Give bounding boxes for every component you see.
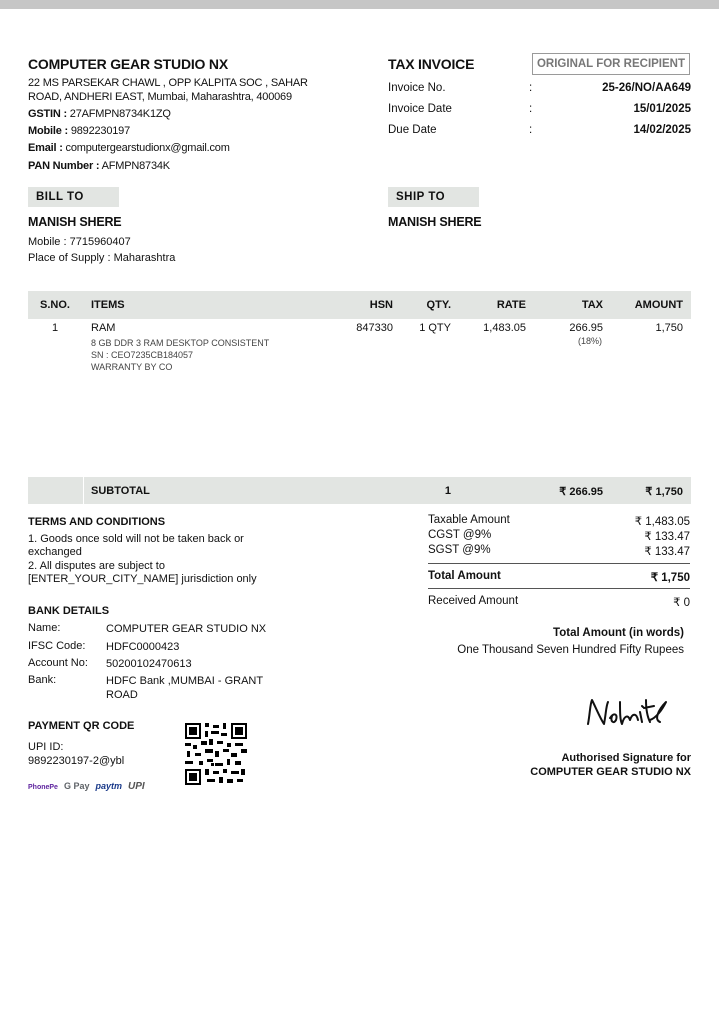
paytm-logo-icon: paytm <box>95 781 122 791</box>
signature-line-2: COMPUTER GEAR STUDIO NX <box>530 766 691 778</box>
received-amount-value: ₹ 0 <box>673 597 690 609</box>
payment-title: PAYMENT QR CODE <box>28 720 135 732</box>
ifsc-value: HDFC0000423 <box>106 641 180 653</box>
subtotal-row <box>28 477 691 504</box>
copy-label: ORIGINAL FOR RECIPIENT <box>532 53 690 75</box>
seller-name: COMPUTER GEAR STUDIO NX <box>28 56 228 72</box>
subtotal-qty: 1 <box>444 485 451 497</box>
gpay-logo-icon: G Pay <box>63 781 90 791</box>
invoice-date-value: 15/01/2025 <box>633 103 691 115</box>
row-sno: 1 <box>52 322 59 334</box>
sgst-label: SGST @9% <box>428 544 491 556</box>
subtotal-label: SUBTOTAL <box>91 485 150 497</box>
header-tax: TAX <box>581 299 603 311</box>
upi-id: 9892230197-2@ybl <box>28 755 125 767</box>
invoice-no-label: Invoice No. <box>388 82 446 94</box>
upi-label: UPI ID: <box>28 741 64 753</box>
bill-to-mobile: Mobile : 7715960407 <box>28 236 131 248</box>
row-desc-3: WARRANTY BY CO <box>91 362 173 372</box>
invoice-no-value: 25-26/NO/AA649 <box>602 82 691 94</box>
ship-to-tag: SHIP TO <box>388 187 479 207</box>
row-amount: 1,750 <box>655 322 683 334</box>
bill-to-tag: BILL TO <box>28 187 119 207</box>
upi-logo-icon: UPI <box>127 781 145 792</box>
account-value: 50200102470613 <box>106 658 192 670</box>
bank-title: BANK DETAILS <box>28 605 110 617</box>
row-desc-1: 8 GB DDR 3 RAM DESKTOP CONSISTENT <box>91 338 270 348</box>
header-items: ITEMS <box>91 299 125 311</box>
invoice-title: TAX INVOICE <box>388 56 475 72</box>
bill-to-name: MANISH SHERE <box>28 215 122 229</box>
bank-value: HDFC Bank ,MUMBAI - GRANT ROAD <box>106 675 263 701</box>
subtotal-tax: ₹ 266.95 <box>559 486 603 498</box>
row-desc-2: SN : CEO7235CB184057 <box>91 350 194 360</box>
payment-qr-code-icon <box>185 723 247 785</box>
header-hsn: HSN <box>369 299 393 311</box>
seller-pan: PAN Number : AFMPN8734K <box>28 160 170 172</box>
items-table-header <box>28 291 691 319</box>
taxable-amount-value: ₹ 1,483.05 <box>634 516 690 528</box>
signature-line-1: Authorised Signature for <box>561 752 691 764</box>
amount-in-words: One Thousand Seven Hundred Fifty Rupees <box>457 644 684 656</box>
seller-gstin: GSTIN : 27AFMPN8734K1ZQ <box>28 108 171 120</box>
bank-name-label: Name: <box>28 622 61 634</box>
seller-email: Email : computergearstudionx@gmail.com <box>28 142 230 154</box>
row-hsn: 847330 <box>356 322 393 334</box>
ship-to-name: MANISH SHERE <box>388 215 482 229</box>
cgst-value: ₹ 133.47 <box>644 531 690 543</box>
due-date-label: Due Date <box>388 124 437 136</box>
due-date-colon: : <box>529 124 533 136</box>
cgst-label: CGST @9% <box>428 529 492 541</box>
total-amount-label: Total Amount <box>428 570 501 582</box>
table-row <box>28 321 691 381</box>
row-qty: 1 QTY <box>419 322 451 334</box>
received-amount-label: Received Amount <box>428 595 519 607</box>
top-bar <box>0 0 719 9</box>
total-amount-value: ₹ 1,750 <box>650 572 690 584</box>
place-of-supply: Place of Supply : Maharashtra <box>28 252 176 264</box>
summary-divider-top <box>428 563 690 564</box>
due-date-value: 14/02/2025 <box>633 124 691 136</box>
row-rate: 1,483.05 <box>483 322 526 334</box>
header-amount: AMOUNT <box>634 299 683 311</box>
phonepe-logo-icon: PhonePe <box>28 784 58 791</box>
amount-in-words-label: Total Amount (in words) <box>553 627 684 639</box>
seller-mobile: Mobile : 9892230197 <box>28 125 130 137</box>
row-tax: 266.95 <box>569 322 603 334</box>
account-label: Account No: <box>28 657 88 669</box>
invoice-date-label: Invoice Date <box>388 103 452 115</box>
header-rate: RATE <box>496 299 526 311</box>
row-item: RAM <box>91 322 116 334</box>
taxable-amount-label: Taxable Amount <box>428 514 510 526</box>
bank-name-value: COMPUTER GEAR STUDIO NX <box>106 623 267 635</box>
subtotal-amount: ₹ 1,750 <box>645 486 683 498</box>
header-qty: QTY. <box>426 299 451 311</box>
ifsc-label: IFSC Code: <box>28 640 86 652</box>
upi-logos <box>28 776 151 794</box>
terms-line-1: 1. Goods once sold will not be taken back or exchanged <box>28 533 244 558</box>
terms-line-2: 2. All disputes are subject to [ENTER_YOUR_CITY_NAME] jurisdiction only <box>28 560 257 585</box>
bank-label: Bank: <box>28 674 57 686</box>
invoice-date-colon: : <box>529 103 533 115</box>
invoice-no-colon: : <box>529 82 533 94</box>
header-sno: S.NO. <box>40 299 70 311</box>
terms-title: TERMS AND CONDITIONS <box>28 516 166 528</box>
signature-icon <box>584 690 670 734</box>
seller-address: 22 MS PARSEKAR CHAWL , OPP KALPITA SOC , SAHAR ROAD, ANDHERI EAST, Mumbai, Maharashtra, 400069 <box>28 77 308 103</box>
sgst-value: ₹ 133.47 <box>644 546 690 558</box>
summary-divider-bottom <box>428 588 690 589</box>
row-tax-rate: (18%) <box>577 336 602 346</box>
